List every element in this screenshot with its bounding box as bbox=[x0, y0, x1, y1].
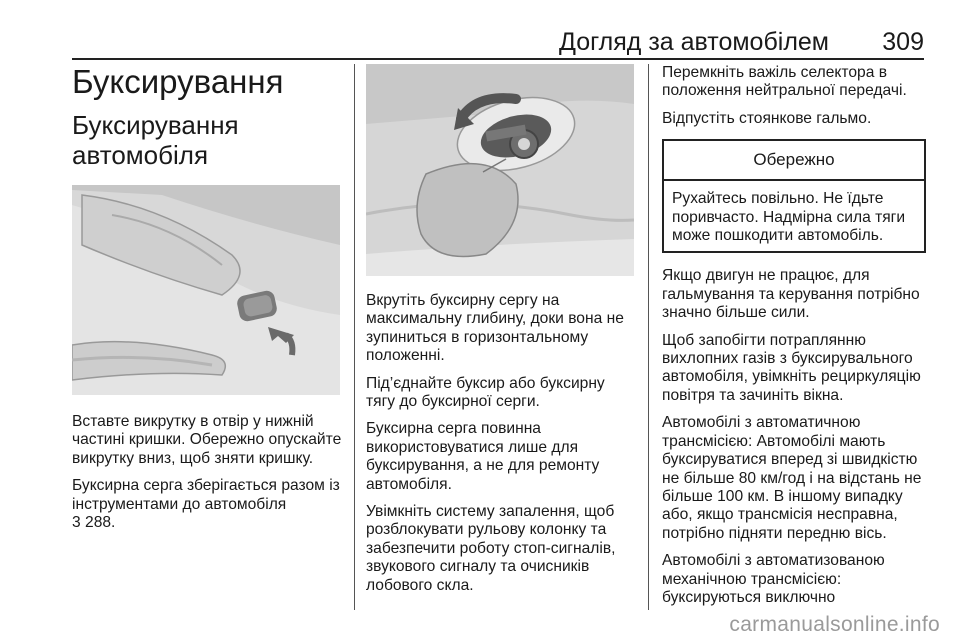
instruction-text: Перемкніть важіль селектора в положення нейтральної передачі. bbox=[662, 64, 907, 100]
column-left bbox=[72, 64, 342, 541]
page-reference-arrow-icon[interactable]: 3 bbox=[72, 514, 81, 532]
subsection-title: Буксирування автомобіля bbox=[72, 110, 239, 170]
instruction-text: Вставте викрутку в отвір у нижній частині кришки. Обережно опускайте викрутку вниз, щоб зняти кришку. bbox=[72, 413, 342, 467]
column-divider bbox=[648, 64, 649, 610]
instruction-text: Буксирна серга повинна використовуватися лише для буксирування, а не для ремонту автомобіля. bbox=[366, 420, 600, 493]
storage-note: Буксирна серга зберігається разом із інструментами до автомобіля bbox=[72, 477, 340, 513]
instruction-text: Вкрутіть буксирну сергу на максимальну глибину, доки вона не зупиниться в горизонтальному положенні. bbox=[366, 292, 624, 365]
header-rule bbox=[72, 58, 924, 60]
section-title: Буксирування bbox=[72, 63, 284, 100]
column-right bbox=[662, 64, 926, 616]
instruction-text: Відпустіть стоянкове гальмо. bbox=[662, 109, 872, 127]
instruction-text: Увімкніть систему запалення, щоб розблокувати рульову колонку та забезпечити роботу стоп-сигналів, звукового сигналу та очисників лобового скла. bbox=[366, 503, 616, 594]
figure-front-bumper-cover bbox=[72, 185, 340, 395]
caution-box bbox=[662, 139, 926, 253]
instruction-text: Автомобілі з автоматизованою механічною трансмісією: буксируються виключно bbox=[662, 552, 885, 606]
caution-text: Рухайтесь повільно. Не їдьте поривчасто. Надмірна сила тяги може пошкодити автомобіль. bbox=[672, 190, 906, 245]
instruction-text: Щоб запобігти потраплянню вихлопних газів з буксирувального автомобіля, увімкніть рециркуляцію повітря та зачиніть вікна. bbox=[662, 331, 921, 404]
instruction-text: Автомобілі з автоматичною трансмісією: Автомобілі мають буксируватися вперед зі швидкістю не більше 80 км/год і на відстань не більше 100 км. В іншому випадку або, якщо трансмісія несправна, потрібно підняти передню вісь. bbox=[662, 414, 922, 542]
caution-title: Обережно bbox=[664, 141, 924, 181]
page-header bbox=[72, 22, 924, 56]
chapter-title: Догляд за автомобілем bbox=[558, 28, 829, 56]
watermark[interactable]: carmanualsonline.info bbox=[729, 613, 940, 636]
instruction-text: Під’єднайте буксир або буксирну тягу до буксирної серги. bbox=[366, 374, 605, 411]
page-reference[interactable]: 288. bbox=[85, 514, 116, 532]
instruction-text: Якщо двигун не працює, для гальмування та керування потрібно значно більше сили. bbox=[662, 267, 920, 322]
column-divider bbox=[354, 64, 355, 610]
instruction-text bbox=[72, 477, 342, 532]
figure-towing-eye-installation bbox=[366, 64, 634, 276]
column-middle bbox=[366, 64, 634, 604]
page-number: 309 bbox=[882, 28, 924, 56]
